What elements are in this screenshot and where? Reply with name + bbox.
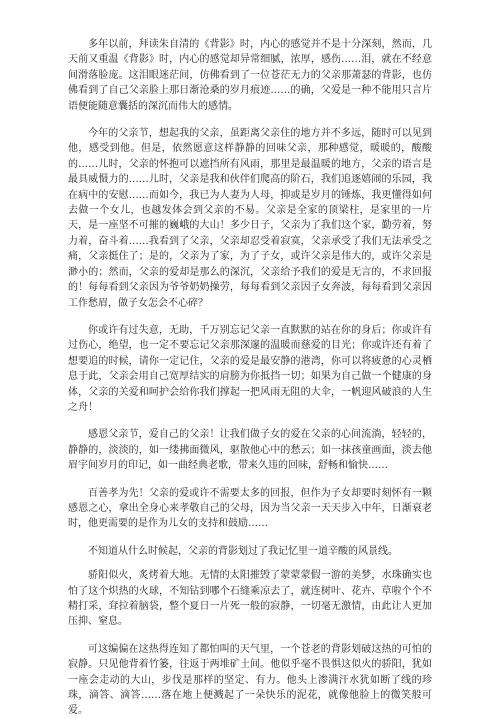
paragraph-3: 你或许有过失意，无助，千万别忘记父亲一直默默的站在你的身后；你或许有过伤心，绝望，也一定不要忘记父亲那深邃的温暖而慈爱的目光；你或许还有着了想要追的时候，请你一定记住，父亲的爱是最安静的港湾，你可以将疲惫的心灵栖息于此，父亲会用自己宽厚结实的肩膀为你抵挡一切；如果为自己做一个健康的身体，父亲的关爱和呵护会给你我们撑起一把风雨无阻的大伞，一帆迎风破浪的人生之舟！ [68, 324, 432, 413]
paragraph-8: 可这编偏在这热得连知了都怕叫的天气里，一个苍老的背影划破这热的可怕的寂静。只见他背着竹篓，往返于两堆矿土间。他似乎毫不畏惧这似火的骄阳，犹如一座会走动的大山，步伐是那样的坚定、有力。他头上渗满汗水犹如断了线的珍珠，滴答、滴答……落在地上便溅起了一朵快乐的泥花，就像他脸上的微笑般可爱。 [68, 643, 432, 717]
paragraph-1: 多年以前，拜读朱自清的《背影》时，内心的感觉并不是十分深刻，然而，几天前又重温《背影》时，内心的感觉却异常细腻，浓厚，感伤……泪，就在不经意间滑落脸庞。这泪眼迷茫间，仿佛看到了一位苍茫无力的父亲那萧瑟的背影，也仿佛看到了自己父亲脸上那日渐沧桑的岁月痕迹……的确，父爱是一种不能用只言片语便能随意囊括的深沉而伟大的感情。 [68, 39, 432, 112]
paragraph-2: 今年的父亲节，想起我的父亲，虽距离父亲住的地方并不多远，随时可以见到他，感受到他。但是，依然愿意这样静静的回味父亲，那种感觉，暖暖的，酸酸的……儿时，父亲的怀抱可以遮挡所有风雨，那里是最温暖的地方，父亲的语言是最具威慑力的……儿时，父亲是我和伙伴们爬高的阶石，我们追逐嬉闹的乐园，我在病中的安慰……而如今，我已为人妻为人母，抑或是岁月的锤炼，我更懂得如何去做一个女儿，也越发体会到父亲的不易。父亲是全家的顶梁柱，是家里的一片天，是一座坚不可摧的巍峨的大山！多少日子，父亲为了我们这个家，勤劳着，努力着，奋斗着……我看到了父亲，父亲却忍受着寂寞，父亲承受了我们无法承受之痛，父亲挺住了；是的，父亲为了家，为了子女，或许父亲是伟大的，或许父亲是渺小的；然而，父亲的爱却是那么的深沉，父亲给予我们的爱是无言的，不求回报的！每每看到父亲因为爷爷奶奶操劳，每每看到父亲因子女奔波，每每看到父亲因工作愁眉，做子女怎会不心碎？ [68, 128, 432, 309]
paragraph-6: 不知道从什么时候起，父亲的背影划过了我记忆里一道辛酸的风景线。 [88, 545, 398, 557]
paragraph-7: 骄阳似火，炙烤着大地。无情的太阳摧毁了蒙蒙蒙假一游的美梦，水珠确实也怕了这个炽热的火球，不知钻到哪个石缝乘凉去了，就连树叶、花卉、草啦个个不精打采，耷拉着脑袋，整个夏日一片死一般的寂静，一切毫无激情，由此让人更加压抑、窒息。 [68, 570, 432, 628]
paragraph-5: 百善孝为先！父亲的爱或许不需要太多的回报，但作为子女却要时刻怀有一颗感恩之心，拿出全身心来孝敬自己的父母，因为当父亲一天天步入中年，日渐衰老时，他更需要的是作为儿女的支持和鼓励…… [68, 487, 432, 530]
article-body [68, 37, 432, 719]
paragraph-4: 感恩父亲节，爱自己的父亲！让我们做子女的爱在父亲的心间流淌，轻轻的，静静的，淡淡的，如一缕拂面微风，驱散他心中的愁云；如一抹孩童画面，淡去他眉宇间岁月的印记，如一曲经典老歌，带来久违的回味，舒畅和愉快…… [68, 429, 432, 472]
